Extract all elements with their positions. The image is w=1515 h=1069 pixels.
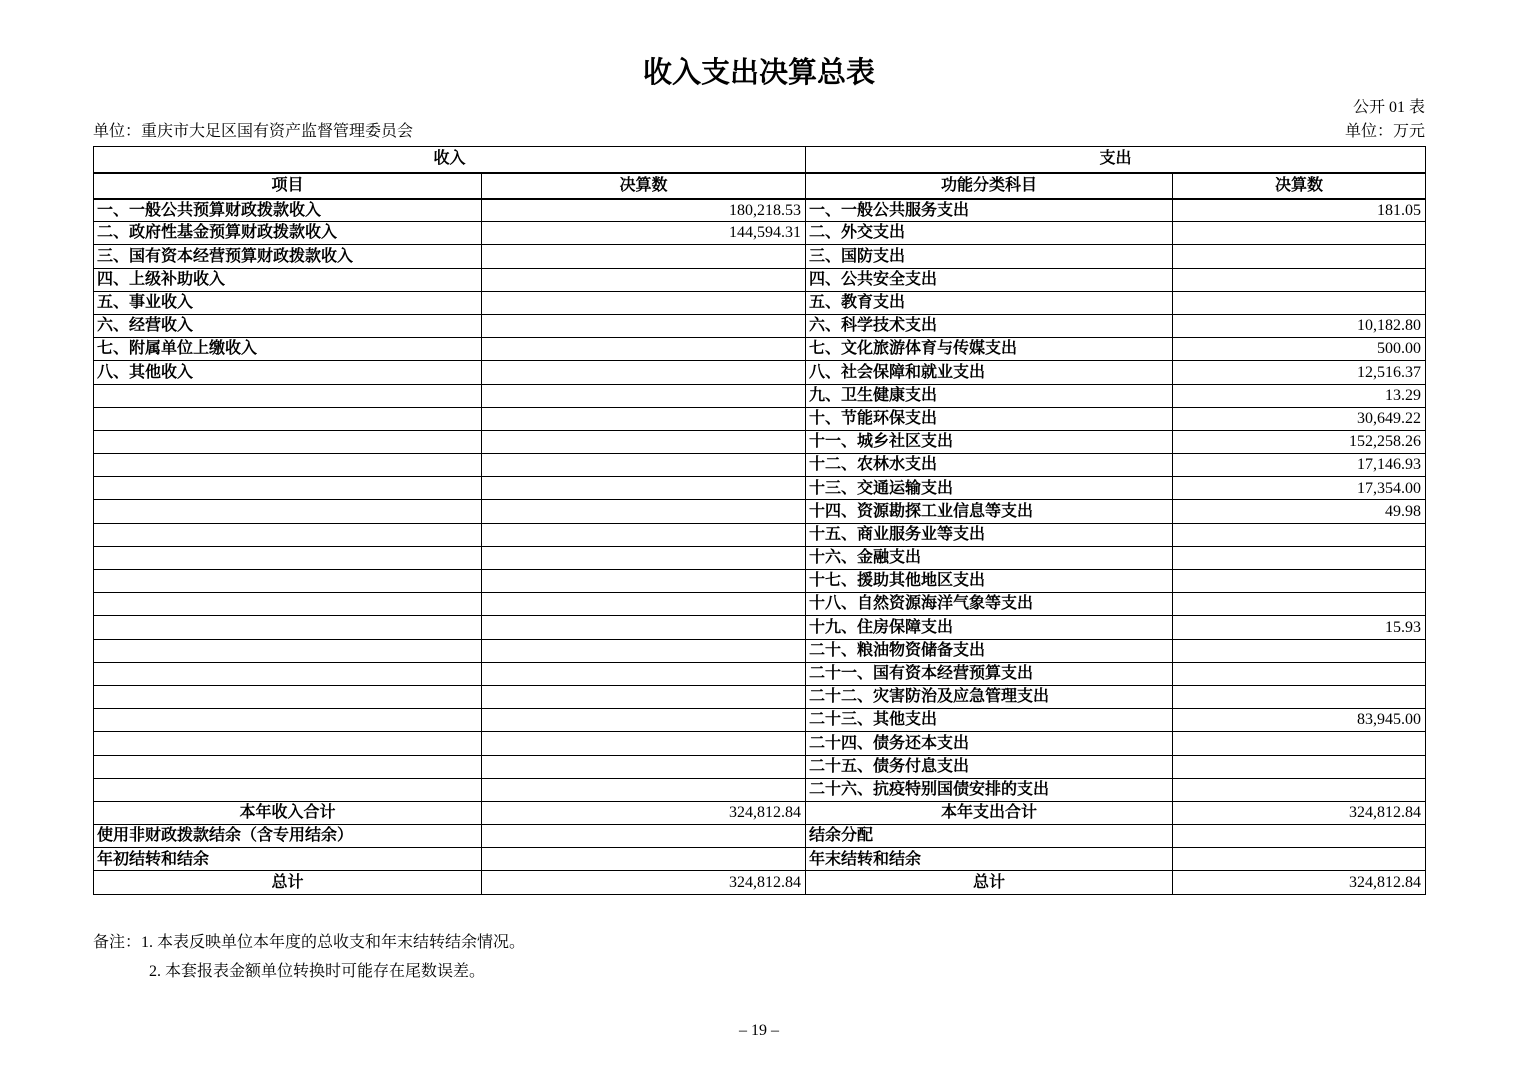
expenditure-section-header: 支出: [806, 147, 1426, 173]
expenditure-item-cell: 总计: [806, 871, 1173, 894]
col-header-revenue-item: 项目: [94, 173, 482, 199]
revenue-amount-cell: [482, 523, 806, 546]
table-row: [94, 662, 1426, 685]
revenue-item-cell: [94, 639, 482, 662]
expenditure-amount-cell: [1173, 755, 1426, 778]
expenditure-item-cell: 十三、交通运输支出: [806, 477, 1173, 500]
expenditure-item-cell: 十五、商业服务业等支出: [806, 523, 1173, 546]
expenditure-item-cell: 十七、援助其他地区支出: [806, 570, 1173, 593]
revenue-amount-cell: [482, 546, 806, 569]
revenue-item-cell: 年初结转和结余: [94, 848, 482, 871]
expenditure-amount-cell: 10,182.80: [1173, 314, 1426, 337]
expenditure-amount-cell: [1173, 570, 1426, 593]
revenue-amount-cell: [482, 291, 806, 314]
expenditure-item-cell: 十二、农林水支出: [806, 454, 1173, 477]
total-row: [94, 848, 1426, 871]
expenditure-item-cell: 二十四、债务还本支出: [806, 732, 1173, 755]
revenue-amount-cell: [482, 454, 806, 477]
revenue-item-cell: 七、附属单位上缴收入: [94, 338, 482, 361]
expenditure-amount-cell: 49.98: [1173, 500, 1426, 523]
revenue-item-cell: [94, 570, 482, 593]
expenditure-item-cell: 二十二、灾害防治及应急管理支出: [806, 685, 1173, 708]
expenditure-item-cell: 二十三、其他支出: [806, 709, 1173, 732]
expenditure-item-cell: 十四、资源勘探工业信息等支出: [806, 500, 1173, 523]
expenditure-amount-cell: 500.00: [1173, 338, 1426, 361]
revenue-item-cell: [94, 430, 482, 453]
revenue-amount-cell: [482, 755, 806, 778]
expenditure-amount-cell: 15.93: [1173, 616, 1426, 639]
revenue-item-cell: [94, 616, 482, 639]
revenue-item-cell: [94, 662, 482, 685]
expenditure-amount-cell: [1173, 662, 1426, 685]
table-row: [94, 709, 1426, 732]
revenue-amount-cell: [482, 593, 806, 616]
expenditure-amount-cell: 181.05: [1173, 199, 1426, 222]
table-row: [94, 755, 1426, 778]
page-title: 收入支出决算总表: [642, 57, 875, 89]
revenue-item-cell: 使用非财政拨款结余（含专用结余）: [94, 825, 482, 848]
revenue-item-cell: 本年收入合计: [94, 801, 482, 824]
notes-block: [93, 928, 1425, 986]
expenditure-item-cell: 四、公共安全支出: [806, 268, 1173, 291]
expenditure-item-cell: 七、文化旅游体育与传媒支出: [806, 338, 1173, 361]
revenue-amount-cell: [482, 848, 806, 871]
expenditure-amount-cell: 152,258.26: [1173, 430, 1426, 453]
form-code-label: 公开 01 表: [1352, 99, 1425, 116]
revenue-item-cell: [94, 454, 482, 477]
revenue-item-cell: 六、经营收入: [94, 314, 482, 337]
expenditure-item-cell: 三、国防支出: [806, 245, 1173, 268]
table-row: [94, 685, 1426, 708]
col-header-expenditure-item: 功能分类科目: [806, 173, 1173, 199]
note-line: [93, 928, 1425, 957]
table-row: [94, 338, 1426, 361]
table-row: [94, 593, 1426, 616]
revenue-item-cell: 四、上级补助收入: [94, 268, 482, 291]
expenditure-item-cell: 八、社会保障和就业支出: [806, 361, 1173, 384]
revenue-amount-cell: [482, 685, 806, 708]
expenditure-amount-cell: [1173, 222, 1426, 245]
table-row: [94, 430, 1426, 453]
revenue-amount-cell: [482, 384, 806, 407]
revenue-item-cell: 二、政府性基金预算财政拨款收入: [94, 222, 482, 245]
revenue-item-cell: [94, 685, 482, 708]
expenditure-item-cell: 二十六、抗疫特别国债安排的支出: [806, 778, 1173, 801]
expenditure-amount-cell: [1173, 291, 1426, 314]
revenue-amount-cell: [482, 616, 806, 639]
note-text-2: 2. 本套报表金额单位转换时可能存在尾数误差。: [149, 963, 486, 980]
revenue-item-cell: 八、其他收入: [94, 361, 482, 384]
revenue-amount-cell: [482, 268, 806, 291]
expenditure-item-cell: 二十、粮油物资储备支出: [806, 639, 1173, 662]
revenue-amount-cell: [482, 662, 806, 685]
expenditure-amount-cell: 17,354.00: [1173, 477, 1426, 500]
table-row: [94, 245, 1426, 268]
revenue-item-cell: [94, 546, 482, 569]
revenue-amount-cell: [482, 338, 806, 361]
revenue-item-cell: [94, 500, 482, 523]
revenue-amount-cell: [482, 825, 806, 848]
table-row: [94, 732, 1426, 755]
total-row: [94, 871, 1426, 894]
expenditure-amount-cell: 83,945.00: [1173, 709, 1426, 732]
expenditure-amount-cell: [1173, 778, 1426, 801]
expenditure-amount-cell: [1173, 593, 1426, 616]
col-header-expenditure-amount: 决算数: [1173, 173, 1426, 199]
expenditure-amount-cell: [1173, 848, 1426, 871]
unit-of-measure-label: 单位：万元: [1344, 123, 1425, 140]
col-header-revenue-amount: 决算数: [482, 173, 806, 199]
revenue-amount-cell: [482, 407, 806, 430]
column-header-row: [94, 173, 1426, 199]
table-row: [94, 477, 1426, 500]
expenditure-item-cell: 结余分配: [806, 825, 1173, 848]
expenditure-item-cell: 十八、自然资源海洋气象等支出: [806, 593, 1173, 616]
expenditure-item-cell: 十九、住房保障支出: [806, 616, 1173, 639]
revenue-item-cell: [94, 523, 482, 546]
note-text-1: 1. 本表反映单位本年度的总收支和年末结转结余情况。: [141, 934, 526, 951]
revenue-amount-cell: [482, 639, 806, 662]
note-line: [149, 957, 1425, 986]
revenue-amount-cell: [482, 732, 806, 755]
section-header-row: [94, 147, 1426, 173]
table-row: [94, 570, 1426, 593]
expenditure-amount-cell: [1173, 523, 1426, 546]
expenditure-item-cell: 二、外交支出: [806, 222, 1173, 245]
revenue-section-header: 收入: [94, 147, 806, 173]
revenue-item-cell: 五、事业收入: [94, 291, 482, 314]
revenue-amount-cell: 180,218.53: [482, 199, 806, 222]
revenue-item-cell: [94, 778, 482, 801]
expenditure-amount-cell: [1173, 825, 1426, 848]
table-row: [94, 523, 1426, 546]
expenditure-amount-cell: 13.29: [1173, 384, 1426, 407]
revenue-item-cell: 三、国有资本经营预算财政拨款收入: [94, 245, 482, 268]
expenditure-amount-cell: 12,516.37: [1173, 361, 1426, 384]
expenditure-amount-cell: [1173, 639, 1426, 662]
table-row: [94, 500, 1426, 523]
expenditure-amount-cell: [1173, 685, 1426, 708]
expenditure-item-cell: 六、科学技术支出: [806, 314, 1173, 337]
table-row: [94, 454, 1426, 477]
revenue-item-cell: [94, 709, 482, 732]
table-row: [94, 639, 1426, 662]
table-row: [94, 778, 1426, 801]
revenue-item-cell: [94, 755, 482, 778]
expenditure-item-cell: 十一、城乡社区支出: [806, 430, 1173, 453]
unit-name-label: 单位：重庆市大足区国有资产监督管理委员会: [93, 123, 414, 140]
expenditure-amount-cell: 324,812.84: [1173, 871, 1426, 894]
revenue-amount-cell: [482, 778, 806, 801]
revenue-item-cell: [94, 407, 482, 430]
revenue-item-cell: [94, 477, 482, 500]
table-row: [94, 546, 1426, 569]
expenditure-item-cell: 年末结转和结余: [806, 848, 1173, 871]
expenditure-item-cell: 二十五、债务付息支出: [806, 755, 1173, 778]
expenditure-item-cell: 九、卫生健康支出: [806, 384, 1173, 407]
table-row: [94, 199, 1426, 222]
notes-label: 备注：: [93, 934, 142, 951]
expenditure-item-cell: 十、节能环保支出: [806, 407, 1173, 430]
table-row: [94, 268, 1426, 291]
revenue-amount-cell: [482, 500, 806, 523]
table-row: [94, 314, 1426, 337]
revenue-amount-cell: [482, 314, 806, 337]
revenue-amount-cell: [482, 245, 806, 268]
revenue-amount-cell: [482, 477, 806, 500]
revenue-item-cell: [94, 593, 482, 616]
expenditure-amount-cell: [1173, 268, 1426, 291]
expenditure-item-cell: 二十一、国有资本经营预算支出: [806, 662, 1173, 685]
expenditure-amount-cell: [1173, 546, 1426, 569]
revenue-amount-cell: [482, 570, 806, 593]
revenue-amount-cell: [482, 709, 806, 732]
expenditure-item-cell: 一、一般公共服务支出: [806, 199, 1173, 222]
expenditure-item-cell: 五、教育支出: [806, 291, 1173, 314]
revenue-item-cell: [94, 384, 482, 407]
table-row: [94, 384, 1426, 407]
revenue-amount-cell: [482, 430, 806, 453]
total-row: [94, 801, 1426, 824]
meta-row: [93, 118, 1425, 141]
expenditure-amount-cell: 30,649.22: [1173, 407, 1426, 430]
expenditure-amount-cell: 324,812.84: [1173, 801, 1426, 824]
expenditure-amount-cell: 17,146.93: [1173, 454, 1426, 477]
table-row: [94, 291, 1426, 314]
table-row: [94, 407, 1426, 430]
table-row: [94, 616, 1426, 639]
table-row: [94, 222, 1426, 245]
expenditure-amount-cell: [1173, 245, 1426, 268]
revenue-item-cell: 一、一般公共预算财政拨款收入: [94, 199, 482, 222]
table-row: [94, 361, 1426, 384]
revenue-amount-cell: [482, 361, 806, 384]
budget-summary-table: [93, 146, 1426, 895]
revenue-amount-cell: 144,594.31: [482, 222, 806, 245]
revenue-item-cell: 总计: [94, 871, 482, 894]
expenditure-amount-cell: [1173, 732, 1426, 755]
revenue-item-cell: [94, 732, 482, 755]
revenue-amount-cell: 324,812.84: [482, 801, 806, 824]
expenditure-item-cell: 本年支出合计: [806, 801, 1173, 824]
expenditure-item-cell: 十六、金融支出: [806, 546, 1173, 569]
page-number: – 19 –: [739, 1022, 779, 1039]
total-row: [94, 825, 1426, 848]
revenue-amount-cell: 324,812.84: [482, 871, 806, 894]
